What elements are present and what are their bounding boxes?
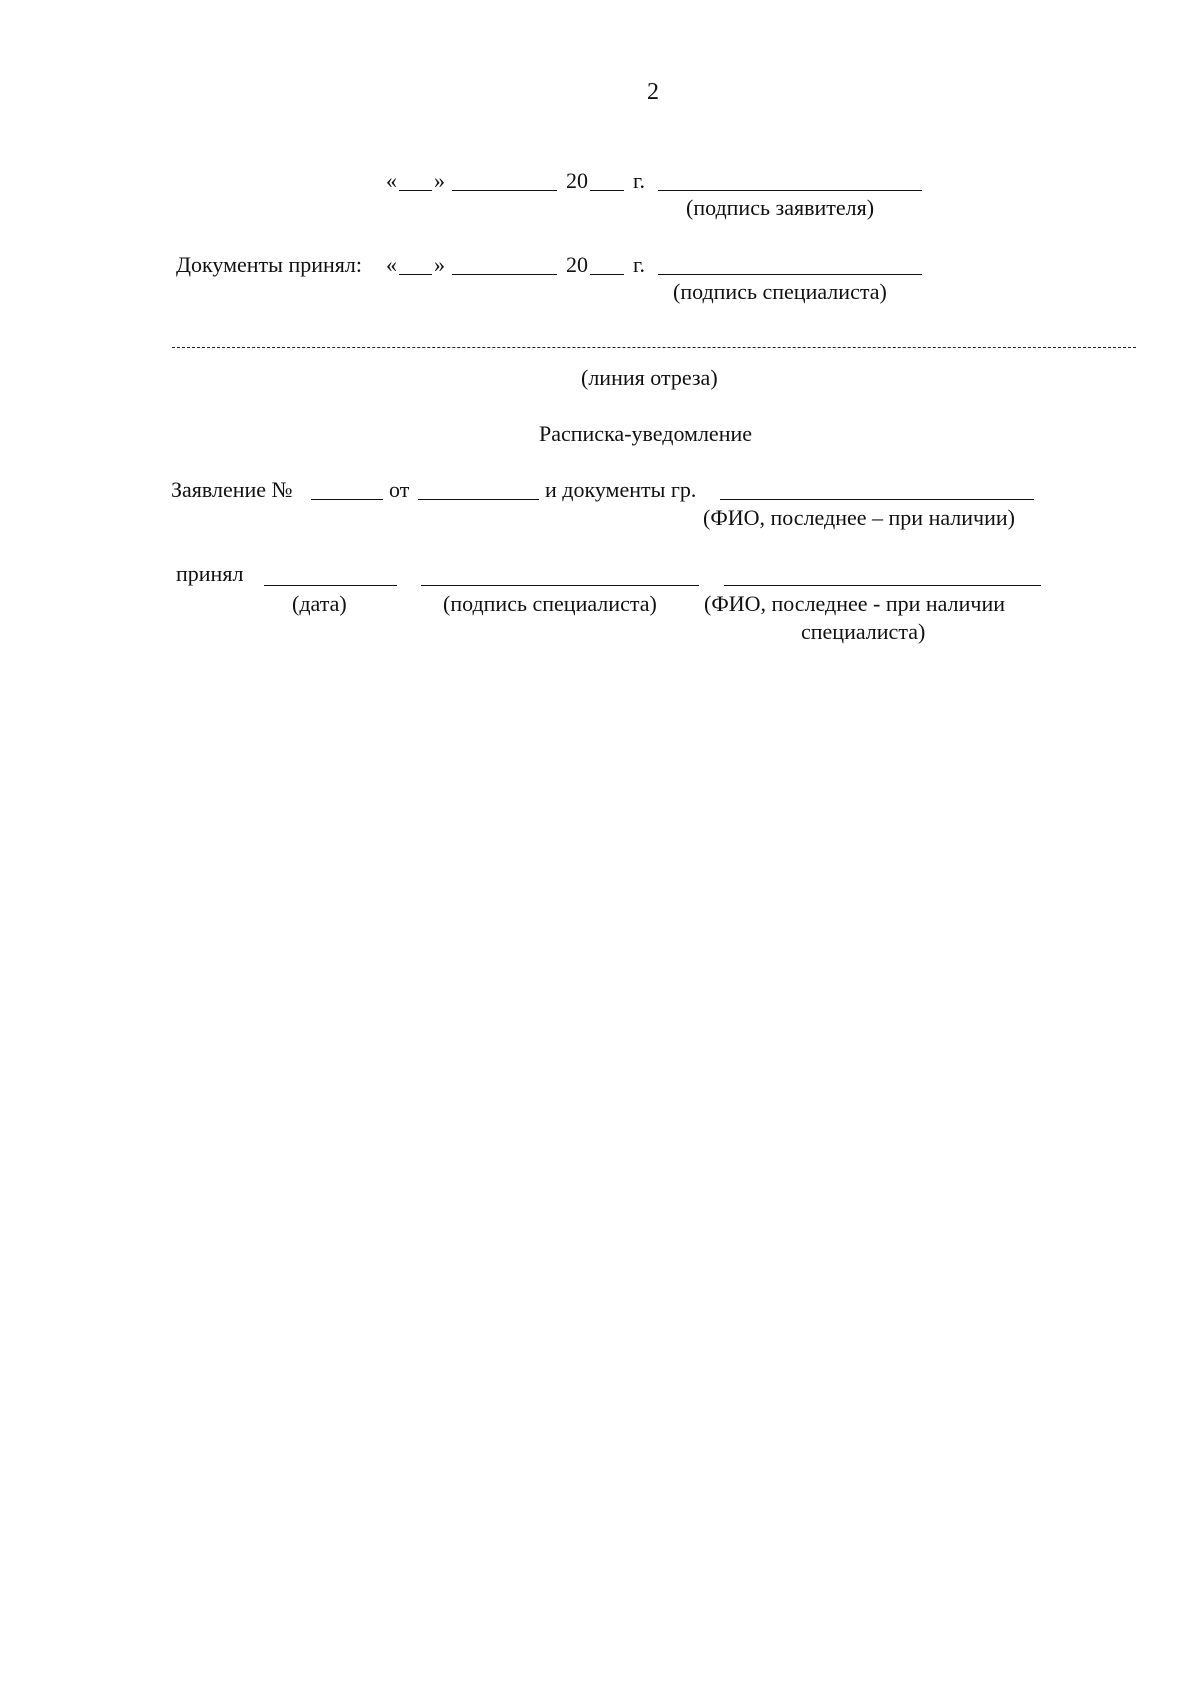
year-prefix: 20: [566, 252, 588, 277]
specialist-signature-caption: (подпись специалиста): [673, 279, 887, 304]
cut-line-caption: (линия отреза): [581, 365, 718, 390]
cut-line: [172, 347, 1136, 348]
quote-open: «: [386, 252, 397, 277]
specialist-signature-field[interactable]: [421, 585, 699, 586]
day-field[interactable]: [399, 190, 432, 191]
signature-caption: (подпись специалиста): [443, 591, 657, 616]
from-label: от: [389, 477, 410, 502]
specialist-fio-field[interactable]: [724, 585, 1041, 586]
specialist-signature-field[interactable]: [658, 274, 922, 275]
accepted-label: принял: [176, 561, 244, 586]
applicant-fio-caption: (ФИО, последнее – при наличии): [703, 505, 1015, 530]
receipt-title: Расписка-уведомление: [539, 421, 753, 446]
year-field[interactable]: [590, 274, 624, 275]
month-field[interactable]: [452, 274, 557, 275]
documents-accepted-label: Документы принял:: [176, 252, 362, 277]
statement-number-field[interactable]: [311, 499, 383, 500]
page-number: 2: [647, 79, 659, 105]
day-field[interactable]: [399, 274, 432, 275]
year-suffix: г.: [633, 168, 646, 193]
applicant-fio-field[interactable]: [720, 499, 1034, 500]
applicant-signature-field[interactable]: [658, 190, 922, 191]
specialist-fio-caption-line1: (ФИО, последнее - при наличии: [704, 591, 1005, 616]
year-suffix: г.: [633, 252, 646, 277]
quote-close: »: [434, 252, 445, 277]
statement-date-field[interactable]: [418, 499, 539, 500]
docs-label: и документы гр.: [545, 477, 697, 502]
applicant-signature-caption: (подпись заявителя): [686, 195, 875, 220]
month-field[interactable]: [452, 190, 557, 191]
date-caption: (дата): [292, 591, 347, 616]
quote-open: «: [386, 168, 397, 193]
statement-label: Заявление №: [171, 477, 293, 502]
specialist-fio-caption-line2: специалиста): [801, 619, 926, 644]
year-prefix: 20: [566, 168, 588, 193]
year-field[interactable]: [590, 190, 624, 191]
quote-close: »: [434, 168, 445, 193]
date-field[interactable]: [264, 585, 397, 586]
